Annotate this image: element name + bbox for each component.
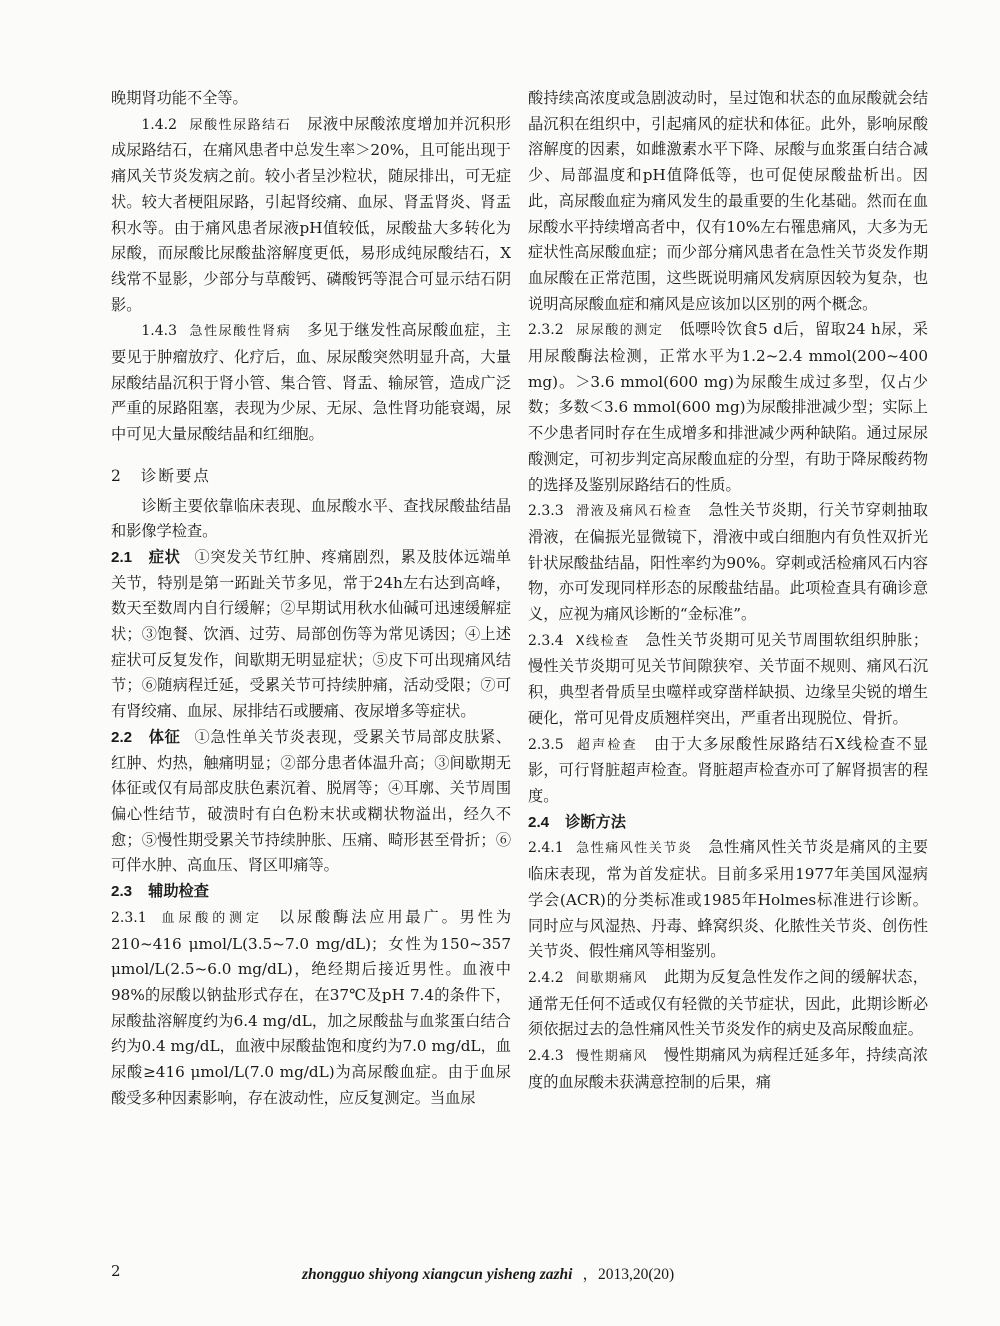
section-number: 2.1 xyxy=(111,548,133,566)
section-2-3-4 xyxy=(528,628,928,732)
right-column xyxy=(528,86,928,1095)
section-number: 2.2 xyxy=(111,728,133,746)
section-2-1 xyxy=(111,545,511,725)
section-2-3-2 xyxy=(528,317,928,498)
section-title: 尿尿酸的测定 xyxy=(575,323,664,339)
section-title: 血尿酸的测定 xyxy=(158,910,263,926)
section-number: 2.4.3 xyxy=(528,1048,564,1065)
section-number: 2.3 xyxy=(111,883,133,901)
section-title: 辅助检查 xyxy=(148,882,209,901)
section-title: 慢性期痛风 xyxy=(575,1049,648,1065)
section-text: ①急性单关节炎表现，受累关节局部皮肤紧、红肿、灼热，触痛明显；②部分患者体温升高；③间歇期无体征或仅有局部皮肤色素沉着、脱屑等；④耳廓、关节周围偏心性结节，破溃时有白色粉末状或糊状物溢出，经久不愈；⑤慢性期受累关节持续肿胀、压痛、畸形甚至骨折；⑥可伴水肿、高血压、肾区叩痛等。 xyxy=(111,727,512,875)
section-1-4-2 xyxy=(111,112,511,319)
section-number: 2.3.1 xyxy=(111,909,147,926)
section-number: 1.4.2 xyxy=(141,116,178,133)
section-2-4-3 xyxy=(528,1043,928,1095)
section-number: 2.3.2 xyxy=(528,322,564,339)
section-2-intro: 诊断主要依靠临床表现、血尿酸水平、查找尿酸盐结晶和影像学检查。 xyxy=(111,496,511,541)
paragraph: 酸持续高浓度或急剧波动时，呈过饱和状态的血尿酸就会结晶沉积在组织中，引起痛风的症状和体征。此外，影响尿酸溶解度的因素，如雌激素水平下降、尿酸与血浆蛋白结合减少、局部温度和pH值降低等，也可促使尿酸盐析出。因此，高尿酸血症为痛风发生的最重要的生化基础。然而在血尿酸水平持续增高者中，仅有10%左右罹患痛风，大多为无症状性高尿酸血症；而少部分痛风患者在急性关节炎发作期血尿酸在正常范围，这些既说明痛风发病原因较为复杂，也说明高尿酸血症和痛风是应该加以区别的两个概念。 xyxy=(528,89,928,313)
section-text: 此期为反复急性发作之间的缓解状态，通常无任何不适或仅有轻微的关节症状，因此，此期诊断必须依据过去的急性痛风性关节炎发作的病史及高尿酸血症。 xyxy=(528,967,928,1039)
section-title: 滑液及痛风石检查 xyxy=(575,504,693,520)
section-2-4-1 xyxy=(528,835,928,965)
section-title: 体征 xyxy=(148,727,181,746)
section-2-4-2 xyxy=(528,965,928,1043)
section-number: 2 xyxy=(111,466,123,485)
section-text: 以尿酸酶法应用最广。男性为210~416 μmol/L(3.5~7.0 mg/dL)；女性为150~357 μmol/L(2.5~6.0 mg/dL)，绝经期后接近男性。血液中98%的尿酸以钠盐形式存在，在37℃及pH 7.4的条件下，尿酸盐溶解度约为6.4 mg/dL，加之尿酸盐与血浆蛋白结合约为0.4 mg/dL，血液中尿酸盐饱和度约为7.0 mg/dL，血尿酸≥416 μmol/L(7.0 mg/dL)为高尿酸血症。由于血尿酸受多种因素影响，存在波动性，应反复测定。当血尿 xyxy=(111,907,511,1107)
paragraph: 晚期肾功能不全等。 xyxy=(111,89,248,107)
section-2-3-3 xyxy=(528,498,928,628)
section-number: 2.4 xyxy=(528,813,550,831)
section-1-4-3 xyxy=(111,318,511,448)
section-2-3-heading xyxy=(111,879,511,905)
section-number: 1.4.3 xyxy=(141,323,178,340)
section-title: 诊断要点 xyxy=(140,466,211,485)
section-title: 诊断方法 xyxy=(565,812,626,831)
section-text: 急性关节炎期，行关节穿刺抽取滑液，在偏振光显微镜下，滑液中或白细胞内有负性双折光针状尿酸盐结晶，阳性率约为90%。穿刺或活检痛风石内容物，亦可发现同样形态的尿酸盐结晶。此项检查具有确诊意义，应视为痛风诊断的“金标准”。 xyxy=(528,501,928,624)
section-number: 2.4.2 xyxy=(528,969,564,986)
journal-footer xyxy=(302,1262,674,1284)
section-number: 2.3.3 xyxy=(528,503,564,520)
section-number: 2.4.1 xyxy=(528,840,564,857)
section-2-heading xyxy=(111,464,511,490)
section-2-3-5 xyxy=(528,732,928,810)
page-number: 2 xyxy=(111,1262,121,1280)
section-title: X线检查 xyxy=(575,633,630,649)
section-text: ①突发关节红肿、疼痛剧烈，累及肢体远端单关节，特别是第一跖趾关节多见，常于24h左右达到高峰，数天至数周内自行缓解；②早期试用秋水仙碱可迅速缓解症状；③饱餐、饮酒、过劳、局部创伤等为常见诱因；④上述症状可反复发作，间歇期无明显症状；⑤皮下可出现痛风结节；⑥随病程迁延，受累关节可持续肿痛，活动受限；⑦可有肾绞痛、血尿、尿排结石或腰痛、夜尿增多等症状。 xyxy=(111,547,512,721)
section-2-4-heading xyxy=(528,810,928,836)
left-column xyxy=(111,86,511,1111)
section-number: 2.3.5 xyxy=(528,736,564,753)
section-text: 由于大多尿酸性尿路结石X线检查不显影，可行肾脏超声检查。肾脏超声检查亦可了解肾损害的程度。 xyxy=(528,734,928,805)
section-2-3-1 xyxy=(111,905,511,1112)
section-title: 症状 xyxy=(148,547,181,566)
section-text: 低嘌呤饮食5 d后，留取24 h尿，采用尿酸酶法检测，正常水平为1.2~2.4 mmol(200~400 mg)。＞3.6 mmol(600 mg)为尿酸生成过多型，仅占少数；多数＜3.6 mmol(600 mg)为尿酸排泄减少型；实际上不少患者同时存在生成增多和排泄减少两种缺陷。通过尿尿酸测定，可初步判定高尿酸血症的分型，有助于降尿酸药物的选择及鉴别尿路结石的性质。 xyxy=(528,320,928,494)
section-text: 多见于继发性高尿酸血症，主要见于肿瘤放疗、化疗后，血、尿尿酸突然明显升高，大量尿酸结晶沉积于肾小管、集合管、肾盂、输尿管，造成广泛严重的尿路阻塞，表现为少尿、无尿、急性肾功能衰竭，尿中可见大量尿酸结晶和红细胞。 xyxy=(111,321,511,444)
section-text: 急性痛风性关节炎是痛风的主要临床表现，常为首发症状。目前多采用1977年美国风湿病学会(ACR)的分类标准或1985年Holmes标准进行诊断。同时应与风湿热、丹毒、蜂窝织炎、化脓性关节炎、创伤性关节炎、假性痛风等相鉴别。 xyxy=(528,838,928,961)
section-title: 急性痛风性关节炎 xyxy=(575,841,693,857)
section-title: 急性尿酸性肾病 xyxy=(189,324,292,340)
section-title: 间歇期痛风 xyxy=(575,970,648,986)
section-text: 慢性期痛风为病程迁延多年，持续高浓度的血尿酸未获满意控制的后果，痛 xyxy=(528,1046,928,1091)
journal-issue: ，2013,20(20) xyxy=(582,1266,675,1283)
section-text: 急性关节炎期可见关节周围软组织肿胀；慢性关节炎期可见关节间隙狭窄、关节面不规则、痛风石沉积，典型者骨质呈虫噬样或穿凿样缺损、边缘呈尖锐的增生硬化，常可见骨皮质翘样突出，严重者出现脱位、骨折。 xyxy=(528,630,929,727)
section-text: 尿液中尿酸浓度增加并沉积形成尿路结石，在痛风患者中总发生率＞20%，且可能出现于痛风关节炎发病之前。较小者呈沙粒状，随尿排出，可无症状。较大者梗阻尿路，引起肾绞痛、血尿、肾盂肾炎、肾盂积水等。由于痛风患者尿液pH值较低，尿酸盐大多转化为尿酸，而尿酸比尿酸盐溶解度更低，易形成纯尿酸结石，X线常不显影，少部分与草酸钙、磷酸钙等混合可显示结石阴影。 xyxy=(111,114,511,314)
section-2-2 xyxy=(111,725,511,879)
section-title: 超声检查 xyxy=(575,737,638,753)
section-number: 2.3.4 xyxy=(528,632,564,649)
journal-name: zhongguo shiyong xiangcun yisheng zazhi xyxy=(302,1266,573,1283)
section-title: 尿酸性尿路结石 xyxy=(189,117,292,133)
